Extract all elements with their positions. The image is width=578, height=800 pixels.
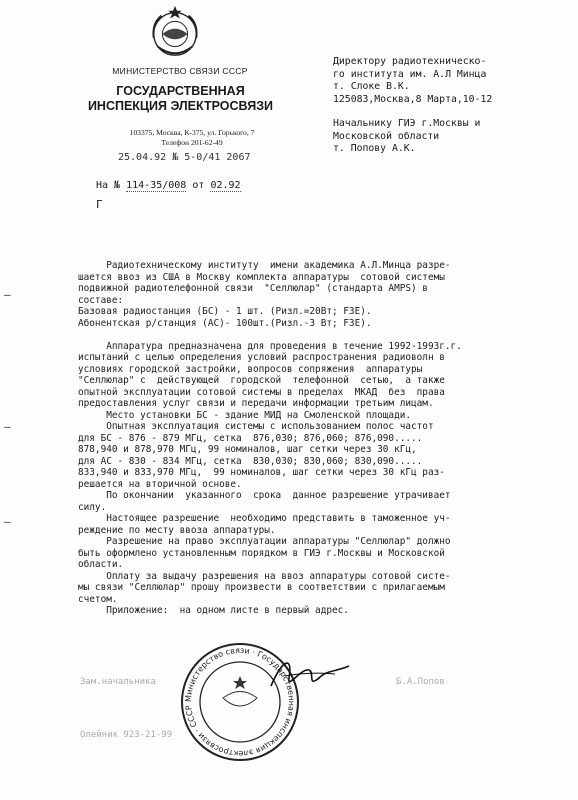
ref-no: 114-35/008 [126,180,187,191]
corner-mark: Г [96,198,103,211]
ussr-emblem-icon [146,4,204,62]
margin-dash-mark: – [4,515,11,528]
address-line2: Телефон 201-62-49 [161,138,223,147]
inspection-title-line2: ИНСПЕКЦИЯ ЭЛЕКТРОСВЯЗИ [87,99,274,113]
outgoing-number [118,152,251,163]
address-line1: 103375, Москва, К-375, ул. Горького, 7 [129,128,255,137]
ref-date: 02.92 [210,180,241,191]
signer-name: Б.А.Попов [396,677,445,687]
letter-body: Радиотехническому институту имени академика А.Л.Минца разре- шается ввоз из США в Москву комплекта аппаратуры сотовой системы подвижной радиотелефонной связи "Селлюлар" (стандарта AMPS) в составе: Базовая радиостанция (БС) - 1 шт. (Ризл.=20Вт; F3E). Абонентская р/станция (АС)- 100шт.(Ризл.-3 Вт; F3E). Аппаратура предназначена для проведения в течение 1992-1993г.г. испытаний с целью определения условий распространения радиоволн в условиях городской застройки, вопросов сопряжения аппаратуры "Селлюлар" с действующей городской телефонной сетью, а также опытной эксплуатации сотовой системы в пределах МКАД без права предоставления услуг связи и передачи информации третьим лицам. Место установки БС - здание МИД на Смоленской площади. Опытная эксплуатация системы с использованием полос частот для БС - 876 - 879 МГц, сетка 876,030; 876,060; 876,090..... 878,940 и 878,970 МГц, 99 номиналов, шаг сетки через 30 кГц, для АС - 830 - 834 МГц, сетка 830,030; 830,060; 830,090..... 833,940 и 833,970 МГц, 99 номиналов, шаг сетки через 30 кГц раз- решается на вторичной основе. По окончании указанного срока данное разрешение утрачивает силу. Настоящее разрешение необходимо представить в таможенное уч- реждение по месту ввоза аппаратуры. Разрешение на право эксплуатации аппаратуры "Селлюлар" должно быть оформлено установленным порядком в ГИЭ г.Москвы и Московской области. Оплату за выдачу разрешения на ввоз аппаратуры сотовой систе- мы связи "Селлюлар" прошу произвести в соответствии с прилагаемым счетом. Приложение: на одном листе в первый адрес. [78,260,462,616]
inspection-title-line1: ГОСУДАРСТВЕННАЯ [116,84,245,98]
executor-phone: Олейник 923-21-99 [80,730,173,740]
signer-position: Зам.начальника [80,677,156,687]
letterhead-address [92,128,292,148]
reference-number [96,180,241,191]
margin-dash-mark: – [4,420,11,433]
outgoing-date: 25.04.92 [118,152,167,163]
ref-date-label: от [192,180,205,191]
inspection-title [78,84,283,114]
ministry-name: МИНИСТЕРСТВО СВЯЗИ СССР [112,66,248,76]
outgoing-no: 5-0/41 2067 [184,152,251,163]
svg-text:Министерство связи · Государст: Министерство связи · Государственная инспекция электросвязи · СССР [183,645,297,759]
handwritten-signature-icon [265,648,355,698]
outgoing-no-label: № [172,152,179,163]
ref-label: На № [96,180,121,191]
recipient-gie-chief: Начальнику ГИЭ г.Москвы и Московской области т. Попову А.К. [333,118,481,154]
margin-dash-mark: – [4,288,11,301]
recipient-director: Директору радиотехническо- го института им. А.Л Минца т. Слоке В.К. 125083,Москва,8 Марта,10-12 [333,56,493,105]
